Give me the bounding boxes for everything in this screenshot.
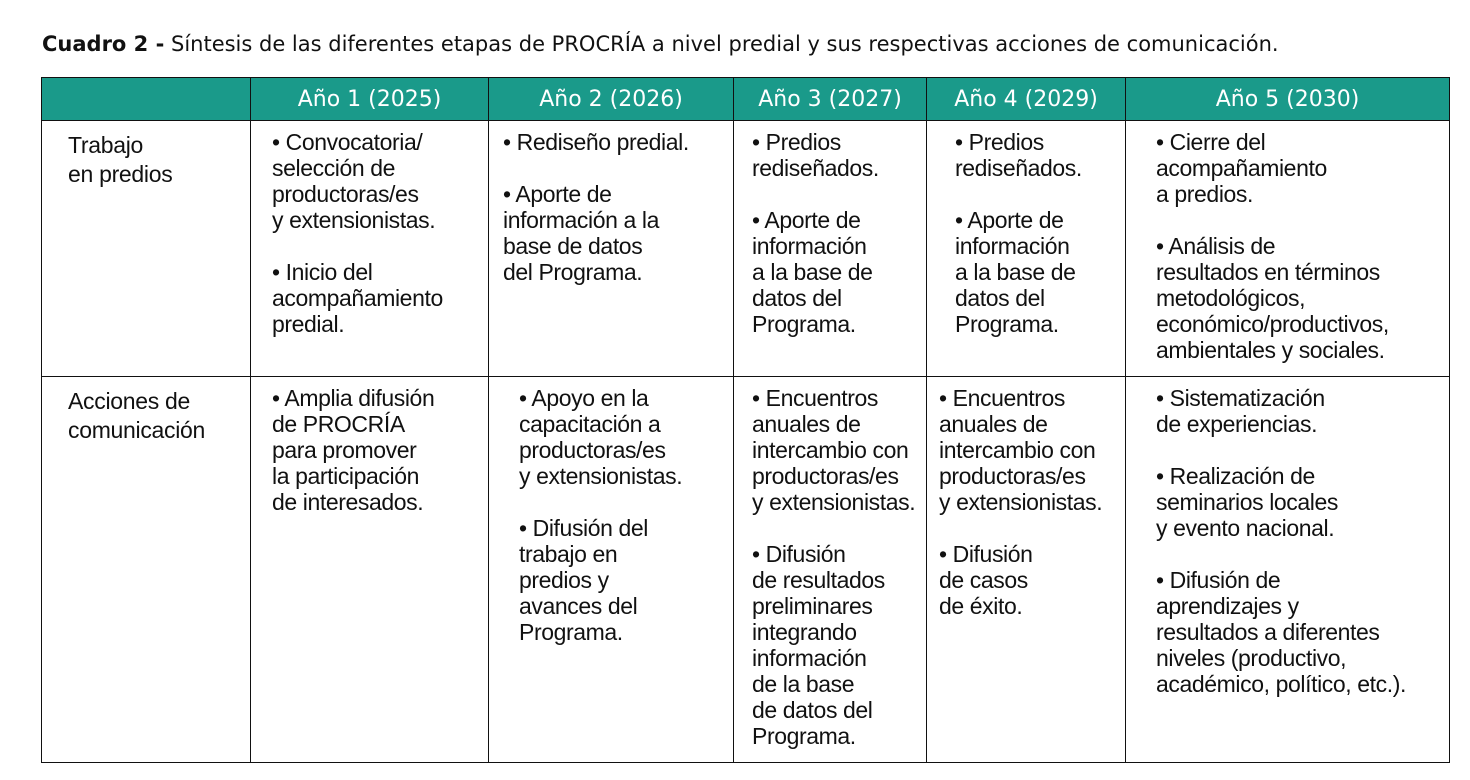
cell-item: • Convocatoria/ selección de productoras/es y extensionistas. (272, 129, 436, 233)
cell-trabajo-year-1 (251, 121, 489, 377)
row-label-trabajo: Trabajo en predios (42, 121, 251, 377)
cell-acciones-year-5 (1126, 377, 1450, 763)
cell-trabajo-year-2 (489, 121, 734, 377)
caption-label: Cuadro 2 - (42, 32, 165, 56)
cell-item: • Amplia difusión de PROCRÍA para promover la participación de interesados. (272, 385, 435, 515)
cell-item: • Apoyo en la capacitación a productoras/es y extensionistas. (519, 385, 683, 489)
header-corner-cell (42, 78, 251, 121)
cell-item: • Rediseño predial. (503, 129, 689, 155)
row-label-acciones: Acciones de comunicación (42, 377, 251, 763)
cell-item: • Inicio del acompañamiento predial. (272, 259, 443, 337)
table-row-trabajo-en-predios (42, 121, 1450, 377)
cell-trabajo-year-4 (927, 121, 1126, 377)
cell-acciones-year-1 (251, 377, 489, 763)
cell-trabajo-year-3 (734, 121, 927, 377)
cell-item: • Aporte de información a la base de datos del Programa. (752, 207, 873, 337)
cell-item: • Análisis de resultados en términos metodológicos, económico/productivos, ambientales y sociales. (1156, 233, 1389, 363)
caption-text: Síntesis de las diferentes etapas de PROCRÍA a nivel predial y sus respectivas acciones de comunicación. (164, 32, 1279, 56)
header-row (42, 78, 1450, 121)
cell-trabajo-year-5 (1126, 121, 1450, 377)
table-caption (42, 29, 1279, 59)
cell-acciones-year-2 (489, 377, 734, 763)
cell-item: • Difusión de casos de éxito. (939, 541, 1033, 619)
cell-item: • Sistematización de experiencias. (1156, 385, 1325, 437)
header-year-4: Año 4 (2029) (927, 78, 1126, 121)
cell-item: • Difusión de resultados preliminares integrando información de la base de datos del Programa. (752, 541, 885, 749)
table-row-acciones-de-comunicacion (42, 377, 1450, 763)
cell-item: • Encuentros anuales de intercambio con productoras/es y extensionistas. (939, 385, 1103, 515)
cell-item: • Encuentros anuales de intercambio con productoras/es y extensionistas. (752, 385, 916, 515)
cell-acciones-year-4 (927, 377, 1126, 763)
header-year-3: Año 3 (2027) (734, 78, 927, 121)
header-year-5: Año 5 (2030) (1126, 78, 1450, 121)
header-year-2: Año 2 (2026) (489, 78, 734, 121)
cell-acciones-year-3 (734, 377, 927, 763)
cell-item: • Realización de seminarios locales y evento nacional. (1156, 463, 1338, 541)
cell-item: • Aporte de información a la base de datos del Programa. (955, 207, 1076, 337)
cell-item: • Difusión del trabajo en predios y avances del Programa. (519, 515, 649, 645)
header-year-1: Año 1 (2025) (251, 78, 489, 121)
cell-item: • Predios rediseñados. (752, 129, 879, 181)
cell-item: • Predios rediseñados. (955, 129, 1082, 181)
cell-item: • Aporte de información a la base de datos del Programa. (503, 181, 659, 285)
cell-item: • Difusión de aprendizajes y resultados a diferentes niveles (productivo, académico, político, etc.). (1156, 567, 1406, 697)
cell-item: • Cierre del acompañamiento a predios. (1156, 129, 1327, 207)
stages-table (41, 77, 1450, 763)
